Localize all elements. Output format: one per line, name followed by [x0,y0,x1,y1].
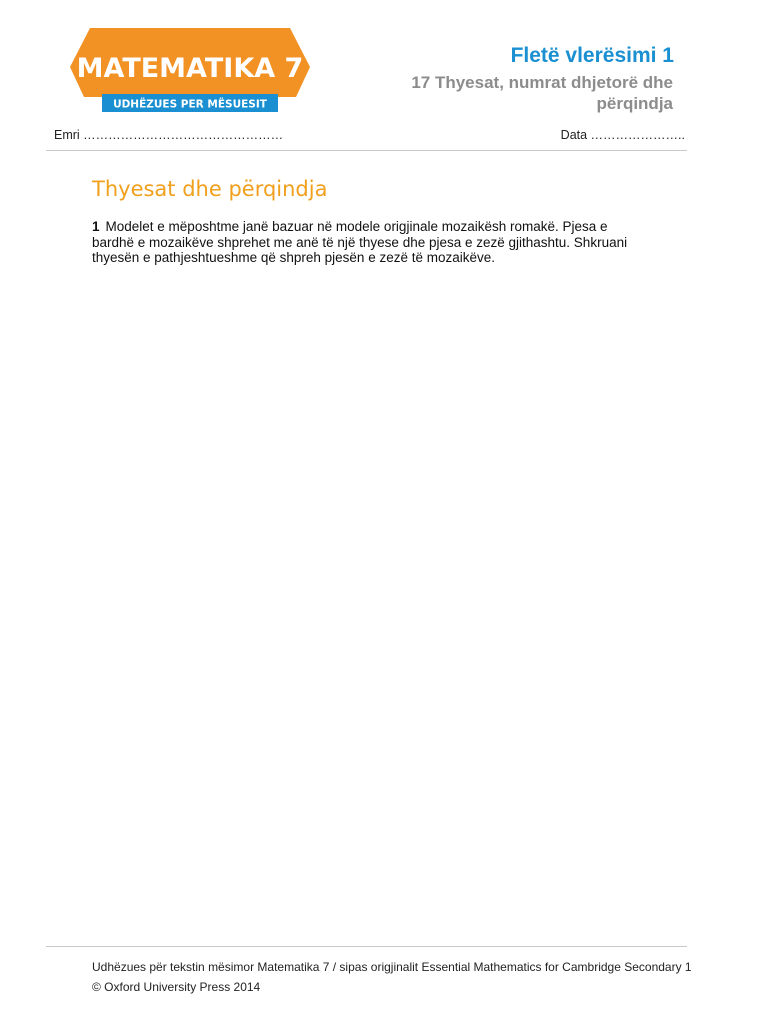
footer-source: Udhëzues për tekstin mësimor Matematika 7 / sipas origjinalit Essential Mathematics for Cambridge Secondary 1 [92,960,692,974]
logo-badge [70,27,310,113]
footer-copyright: © Oxford University Press 2014 [92,980,261,994]
sheet-subtitle: 17 Thyesat, numrat dhjetorë dhe përqindja [411,73,673,113]
date-field[interactable]: Data ………………….. [560,128,685,142]
question-text: Modelet e mëposhtme janë bazuar në modele origjinale mozaikësh romakë. Pjesa e bardhë e mozaikëve shprehet me anë të një thyese dhe pjesa e zezë gjithashtu. Shkruani thyesën e pathjeshtueshme që shpreh pjesën e zezë të mozaikëve. [92,219,628,265]
matematika-7-logo [70,27,310,113]
question-1 [92,219,652,266]
footer-divider [46,946,687,947]
logo-title: MATEMATIKA 7 [76,53,304,84]
header-divider [46,150,687,151]
section-heading: Thyesat dhe përqindja [92,177,328,201]
sheet-title: Fletë vlerësimi 1 [510,44,674,67]
name-field[interactable]: Emri ………………………………………… [54,128,284,142]
question-number: 1 [92,219,100,234]
logo-subtitle: UDHËZUES PER MËSUESIT [113,98,267,111]
